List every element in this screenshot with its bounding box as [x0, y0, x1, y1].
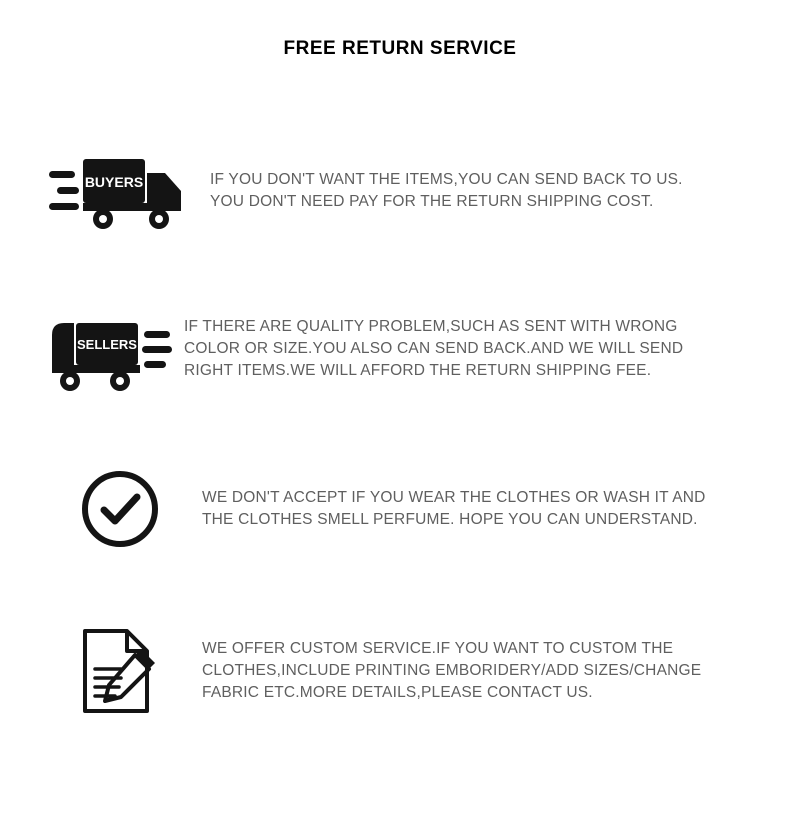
page-title: FREE RETURN SERVICE — [283, 38, 517, 59]
section-custom-service — [0, 596, 800, 746]
text-line: WE DON'T ACCEPT IF YOU WEAR THE CLOTHES OR WASH IT AND — [202, 489, 706, 506]
text-line: IF YOU DON'T WANT THE ITEMS,YOU CAN SEND BACK TO US. — [210, 171, 683, 188]
text-line: THE CLOTHES SMELL PERFUME. HOPE YOU CAN UNDERSTAND. — [202, 511, 698, 528]
truck-badge-label-buyers: BUYERS — [84, 174, 144, 190]
truck-badge-label-sellers: SELLERS — [77, 337, 137, 352]
text-line: FABRIC ETC.MORE DETAILS,PLEASE CONTACT US. — [202, 684, 593, 701]
truck-buyers-icon — [44, 143, 194, 239]
section-sellers — [0, 274, 800, 424]
text-line: IF THERE ARE QUALITY PROBLEM,SUCH AS SENT WITH WRONG — [184, 318, 678, 335]
text-line: COLOR OR SIZE.YOU ALSO CAN SEND BACK.AND WE WILL SEND — [184, 340, 684, 357]
section-no-worn-items — [0, 434, 800, 584]
document-pencil-icon — [68, 625, 168, 717]
text-line: WE OFFER CUSTOM SERVICE.IF YOU WANT TO CUSTOM THE — [202, 640, 674, 657]
section-no-worn-items-text — [170, 487, 800, 531]
section-buyers — [0, 116, 800, 266]
sections-list — [0, 116, 800, 746]
text-line: RIGHT ITEMS.WE WILL AFFORD THE RETURN SHIPPING FEE. — [184, 362, 652, 379]
section-buyers-text — [194, 169, 800, 213]
section-custom-service-text — [168, 638, 800, 704]
text-line: YOU DON'T NEED PAY FOR THE RETURN SHIPPING COST. — [210, 193, 654, 210]
text-line: CLOTHES,INCLUDE PRINTING EMBORIDERY/ADD SIZES/CHANGE — [202, 662, 702, 679]
check-circle-icon — [70, 468, 170, 550]
truck-sellers-icon — [44, 301, 174, 397]
section-sellers-text — [174, 316, 800, 382]
